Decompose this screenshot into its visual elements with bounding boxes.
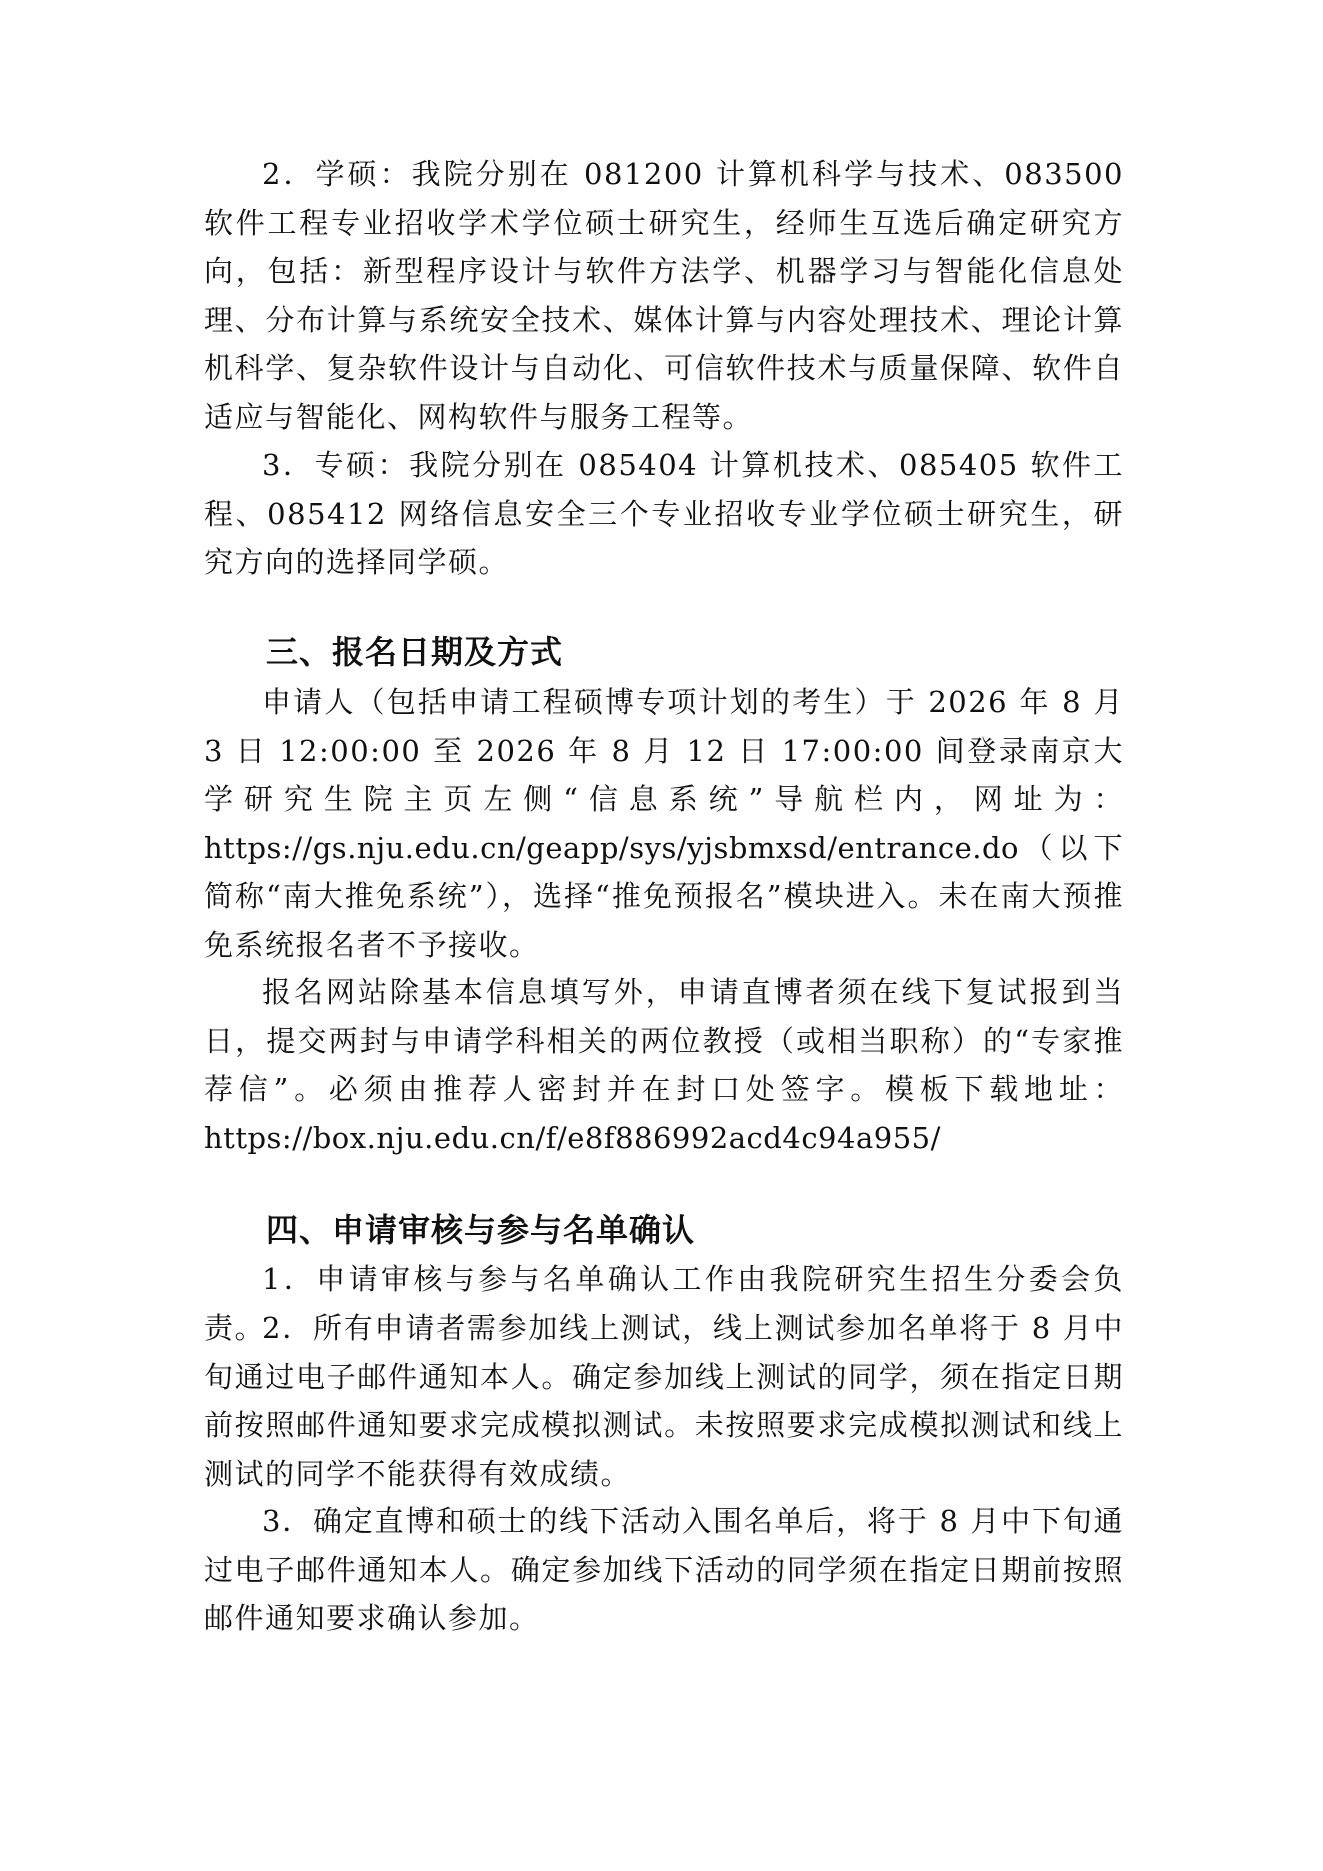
paragraph-recommendation-letters xyxy=(204,968,1124,1162)
registration-url-link[interactable]: https://gs.nju.edu.cn/geapp/sys/yjsbmxsd/entrance.do xyxy=(204,830,1019,865)
paragraph-online-test: 2．所有申请者需参加线上测试，线上测试参加名单将于 8 月中旬通过电子邮件通知本人。确定参加线上测试的同学，须在指定日期前按照邮件通知要求完成模拟测试。未按照要求完成模拟测试和线上测试的同学不能获得有效成绩。 xyxy=(204,1311,1124,1491)
paragraph-offline-activity: 3．确定直博和硕士的线下活动入围名单后，将于 8 月中下旬通过电子邮件通知本人。确定参加线下活动的同学须在指定日期前按照邮件通知要求确认参加。 xyxy=(204,1504,1124,1635)
paragraph-academic-master: 2．学硕：我院分别在 081200 计算机科学与技术、083500 软件工程专业招收学术学位硕士研究生，经师生互选后确定研究方向，包括：新型程序设计与软件方法学、机器学习与智能化信息处理、分布计算与系统安全技术、媒体计算与内容处理技术、理论计算机科学、复杂软件设计与自动化、可信软件技术与质量保障、软件自适应与智能化、网构软件与服务工程等。 xyxy=(204,157,1124,434)
paragraph-review-committee: 1．申请审核与参与名单确认工作由我院研究生招生分委会负责。 xyxy=(204,1262,1124,1345)
section-heading-registration: 三、报名日期及方式 xyxy=(266,633,564,671)
section-heading-review: 四、申请审核与参与名单确认 xyxy=(266,1211,696,1249)
template-download-link[interactable]: https://box.nju.edu.cn/f/e8f886992acd4c94a955/ xyxy=(204,1120,941,1155)
recommendation-text: 报名网站除基本信息填写外，申请直博者须在线下复试报到当日，提交两封与申请学科相关的两位教授（或相当职称）的“专家推荐信”。必须由推荐人密封并在封口处签字。模板下载地址： xyxy=(204,975,1124,1106)
paragraph-registration-dates xyxy=(204,678,1124,969)
registration-tail-text: （以下简称“南大推免系统”），选择“推免预报名”模块进入。未在南大预推免系统报名者不予接收。 xyxy=(204,830,1124,962)
registration-text: 申请人（包括申请工程硕博专项计划的考生）于 2026 年 8 月 3 日 12:00:00 至 2026 年 8 月 12 日 17:00:00 间登录南京大学研究生院主页左侧“信息系统”导航栏内，网址为： xyxy=(204,685,1124,816)
paragraph-professional-master: 3．专硕：我院分别在 085404 计算机技术、085405 软件工程、085412 网络信息安全三个专业招收专业学位硕士研究生，研究方向的选择同学硕。 xyxy=(204,448,1124,579)
